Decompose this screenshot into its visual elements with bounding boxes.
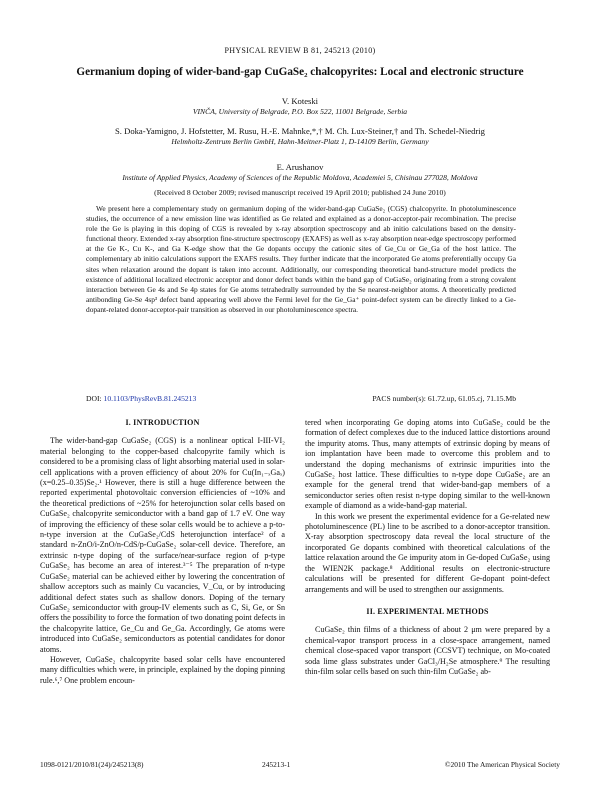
methods-paragraph-1: CuGaSe₂ thin films of a thickness of about 2 μm were prepared by a chemical-vapor transport process in a close-space arrangement, named chemical close-spaced vapor transport (CCSVT) technique, on Mo-coated soda lime glass substrates under GaCl₃/H₂Se atmosphere.⁹ The resulting thin-film solar cells based on such thin-film CuGaSe₂ ab- — [305, 625, 550, 676]
doi-label: DOI: — [86, 394, 102, 403]
doi-link[interactable]: 10.1103/PhysRevB.81.245213 — [103, 394, 197, 403]
section-heading-introduction: I. INTRODUCTION — [125, 418, 200, 427]
section-heading-experimental-methods: II. EXPERIMENTAL METHODS — [366, 606, 489, 616]
abstract — [86, 204, 516, 315]
left-column — [40, 418, 285, 686]
doi-pacs-line — [86, 394, 516, 403]
pacs-numbers: PACS number(s): 61.72.up, 61.05.cj, 71.15.Mb — [372, 394, 516, 403]
author-group-1 — [30, 96, 570, 117]
right-column — [305, 418, 550, 677]
author-affiliation: Helmholtz-Zentrum Berlin GmbH, Hahn-Meitner-Platz 1, D-14109 Berlin, Germany — [171, 137, 429, 146]
received-dates: (Received 8 October 2009; revised manuscript received 19 April 2010; published 24 June 2010) — [154, 188, 446, 197]
author-names: V. Koteski — [281, 96, 319, 106]
abstract-text: We present here a complementary study on germanium doping of the wider-band-gap CuGaSe₂ (CGS) chalcopyrite. In photoluminescence studies, the occurrence of a new emission line was identified as Ge related and explained as a donor-acceptor-pair recombination. The precise role the Ge is playing in this doping of CGS is revealed by x-ray absorption spectroscopy and ab initio calculations based on the density-functional theory. Extended x-ray absorption fine-structure spectroscopy (EXAFS) as well as x-ray absorption near-edge spectroscopy performed at the Ge K-, Cu K-, and Ga K-edge show that the Ge dopants occupy the cationic sites of Ge_Cu or Ge_Ga of the host lattice. The complementary ab initio calculations support the EXAFS results. They further indicate that the incorporated Ge atoms preferentially occupy Ga sites when relaxation around the dopant is taken into account. Additionally, our corresponding theoretical band-structure model predicts the existence of additional localized electronic acceptor and donor defect bands within the band gap of CuGaSe₂ originating from a strong covalent interaction between Ge 4s and Se 4p states for Ge atoms tetrahedrally surrounded by the Se nearest-neighbor atoms. A theoretically predicted antibonding Ge-Se 4sp³ defect band appearing well above the Fermi level for the Ge_Ga⁺ point-defect system can be directly linked to a Ge-dopant-related donor-acceptor-pair transition as observed in our photoluminescence spectra. — [86, 204, 516, 314]
copyright: ©2010 The American Physical Society — [444, 760, 560, 769]
author-affiliation: Institute of Applied Physics, Academy of Sciences of the Republic Moldova, Academiei 5, Chisinau 277028, Moldova — [122, 173, 478, 182]
author-affiliation: VINČA, University of Belgrade, P.O. Box 522, 11001 Belgrade, Serbia — [192, 107, 408, 116]
intro-paragraph-2: However, CuGaSe₂ chalcopyrite based solar cells have encountered many difficulties which were, in principle, explained by the doping pinning rule.⁶,⁷ One problem encoun- — [40, 654, 285, 685]
journal-header: PHYSICAL REVIEW B 81, 245213 (2010) — [224, 46, 376, 55]
author-group-2 — [30, 126, 570, 147]
author-names: E. Arushanov — [276, 162, 324, 172]
author-names: S. Doka-Yamigno, J. Hofstetter, M. Rusu, H.-E. Mahnke,*,† M. Ch. Lux-Steiner,† and Th. Schedel-Niedrig — [115, 126, 485, 136]
page-number: 245213-1 — [262, 760, 291, 769]
paper-title: Germanium doping of wider-band-gap CuGaSe₂ chalcopyrites: Local and electronic structure — [76, 66, 524, 78]
author-group-3 — [30, 162, 570, 183]
intro-paragraph-3: In this work we present the experimental evidence for a Ge-related new photoluminescence (PL) line to be ascribed to a donor-acceptor transition. X-ray absorption spectroscopy data reveal the local structure of the incorporated Ge dopants combined with theoretical calculations of the lattice relaxation around the Ge impurity atom in Ge-doped CuGaSe₂ using the WIEN2K package.⁸ Additional results on electronic-structure calculations will be presented for different Ge-dopant point-defect arrangements and will be used to strengthen our assignments. — [305, 511, 550, 594]
intro-paragraph-continued: tered when incorporating Ge doping atoms into CuGaSe₂ could be the formation of defect complexes due to the induced lattice distortions around the impurity atoms. Thus, many attempts of extrinsic doping by means of ion implantation have been made to overcome this problem and to understand the doping mechanisms of extrinsic impurities into the CuGaSe₂ host lattice. These difficulties to n-type dope CuGaSe₂ are an example for the general trend that wider-band-gap members of a semiconductor series often resist n-type doping similar to the well-known example of diamond as a wide-band-gap material. — [305, 418, 550, 511]
footer-code: 1098-0121/2010/81(24)/245213(8) — [40, 760, 144, 769]
intro-paragraph-1: The wider-band-gap CuGaSe₂ (CGS) is a nonlinear optical I-III-VI₂ material belonging to the copper-based chalcopyrite family which is considered to be a promising class of light absorbing material used in solar-cell applications with a proven efficiency of about 20% for Cu(In₁₋ₓGaₓ)(x=0.25–0.35)Se₂.¹ However, there is still a huge difference between the reported experimental photovoltaic conversion efficiencies of ~10% and the theoretical predictions of ~25% for heterojunction solar cells based on CuGaSe₂ chalcopyrite semiconductor with a band gap of 1.7 eV. One way of improving the efficiency of these solar cells would be to achieve a p-to-n-type inversion at the CuGaSe₂/CdS heterojunction interface² of a standard n-ZnO/i-ZnO/n-CdS/p-CuGaSe₂ solar-cell device. Therefore, an extrinsic n-type doping of the surface/near-surface region of p-type CuGaSe₂ has become an area of interest.³⁻⁵ The preparation of n-type CuGaSe₂ material can be achieved either by lowering the concentration of shallow acceptors such as mainly Cu vacancies, V_Cu, or by introducing additional defect states such as shallow donors. Doping of the ternary CuGaSe₂ semiconductor with group-IV elements such as C, Si, Ge, or Sn offers the possibility to force the formation of two donating point defects in the chalcopyrite lattice, Ge_Cu and Ge_Ga. Accordingly, Ge atoms were introduced into CuGaSe₂ semiconductors as potential candidates for donor atoms. — [40, 436, 285, 654]
